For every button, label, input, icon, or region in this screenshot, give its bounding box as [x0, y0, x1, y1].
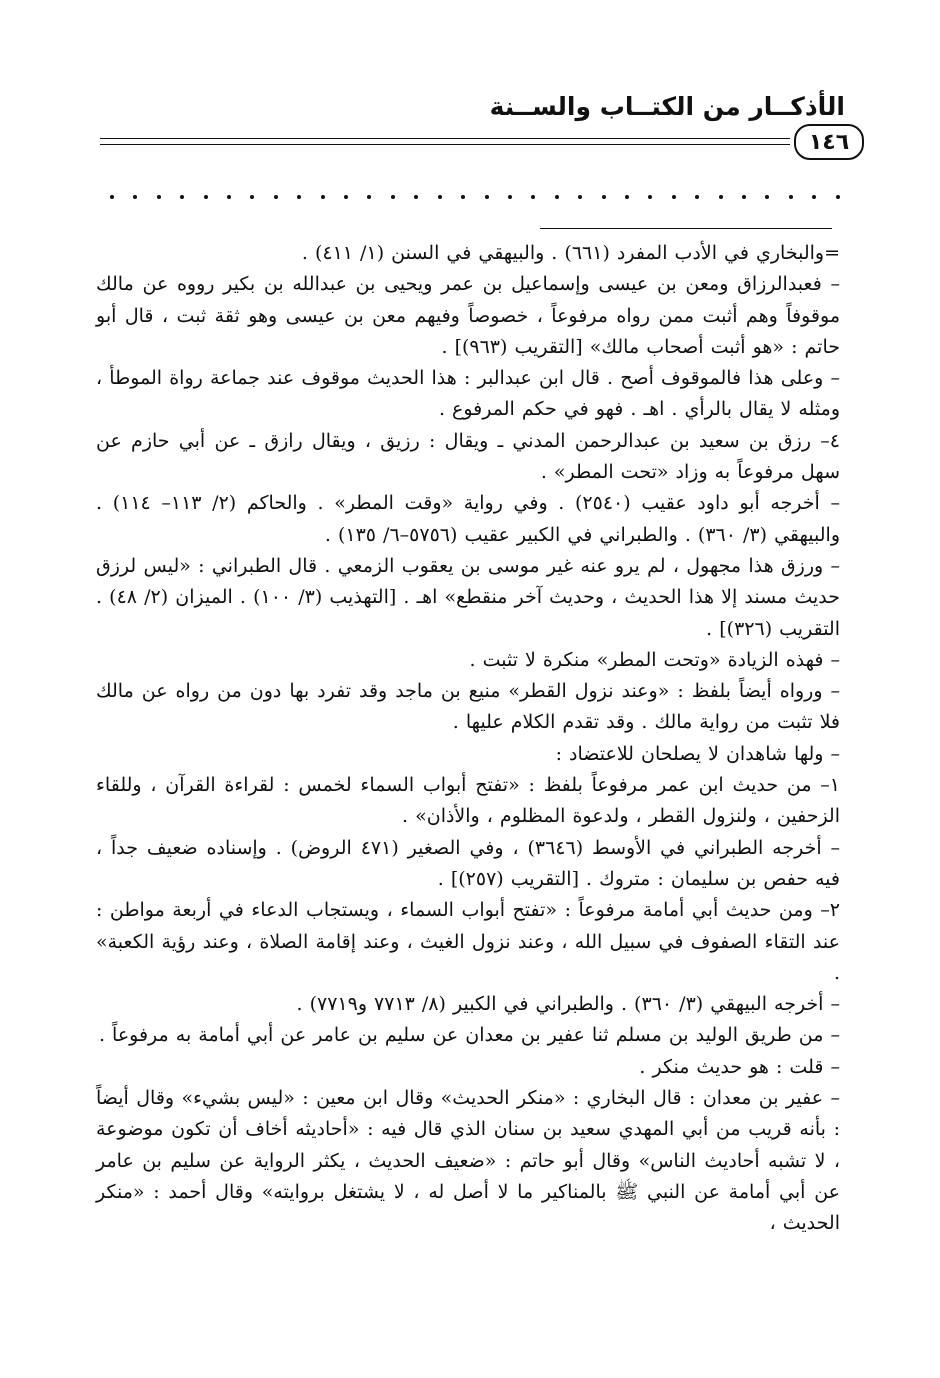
page-number: ١٤٦	[794, 124, 864, 160]
divider-dot	[250, 195, 254, 199]
divider-dot	[157, 195, 161, 199]
footnote-paragraph: – ورواه أيضاً بلفظ : «وعند نزول القطر» منيع بن ماجد وقد تفرد بها دون من رواه عن مالك فلا تثبت من رواية مالك . وقد تقدم الكلام عليها .	[96, 680, 840, 734]
footnote-paragraph: ٤– رزق بن سعيد بن عبدالرحمن المدني ـ ويقال : رزيق ، ويقال رازق ـ عن أبي حازم عن سهل مرفوعاً به وزاد «تحت المطر» .	[96, 429, 840, 484]
divider-dot	[438, 195, 442, 199]
divider-dot	[461, 195, 465, 199]
divider-dot	[485, 195, 489, 199]
divider-dot	[719, 195, 723, 199]
divider-dot	[274, 195, 278, 199]
divider-dot	[367, 195, 371, 199]
footnote-paragraph: – أخرجه الطبراني في الأوسط (٣٦٤٦) ، وفي الصغير (٤٧١ الروض) . وإسناده ضعيف جداً ، فيه حفص بن سليمان : متروك . [التقريب (٢٥٧)] .	[96, 836, 840, 890]
divider-dot	[110, 195, 114, 199]
divider-dot	[578, 195, 582, 199]
footnote-paragraph: – وعلى هذا فالموقوف أصح . قال ابن عبدالبر : هذا الحديث موقوف عند جماعة رواة الموطأ ، ومثله لا يقال بالرأي . اهـ . فهو في حكم المرفوع .	[96, 367, 840, 421]
divider-dot	[602, 195, 606, 199]
divider-dot	[672, 195, 676, 199]
divider-dot	[625, 195, 629, 199]
divider-dot	[391, 195, 395, 199]
footnote-paragraph: – عفير بن معدان : قال البخاري : «منكر الحديث» وقال ابن معين : «ليس بشيء» وقال أيضاً : بأنه قريب من أبي المهدي سعيد بن سنان الذي قال فيه : «أحاديثه أخاف أن تكون موضوعة ، لا تشبه أحاديث الناس» وقال أبو حاتم : «ضعيف الحديث ، يكثر الرواية عن سليم بن عامر عن أبي أمامة عن النبي ﷺ بالمناكير ما لا أصل له ، لا يشتغل بروايته» وقال أحمد : «منكر الحديث ،	[96, 1087, 840, 1235]
divider-dot	[648, 195, 652, 199]
divider-dot	[344, 195, 348, 199]
footnote-paragraph: – قلت : هو حديث منكر .	[639, 1055, 840, 1078]
header-rule-top	[100, 138, 790, 139]
footnotes-block	[96, 238, 840, 1240]
dotted-divider	[110, 190, 840, 204]
divider-dot	[180, 195, 184, 199]
divider-dot	[414, 195, 418, 199]
divider-dot	[789, 195, 793, 199]
footnote-paragraph: ١– من حديث ابن عمر مرفوعاً بلفظ : «تفتح أبواب السماء لخمس : لقراءة القرآن ، وللقاء الزحفين ، ولنزول القطر ، ولدعوة المظلوم ، والأذان» .	[96, 774, 840, 828]
divider-dot	[742, 195, 746, 199]
divider-dot	[204, 195, 208, 199]
footnote-paragraph: – ولها شاهدان لا يصلحان للاعتضاد :	[555, 742, 840, 765]
header-rule-bottom	[100, 144, 790, 145]
divider-dot	[812, 195, 816, 199]
footnote-paragraph: – ورزق هذا مجهول ، لم يرو عنه غير موسى بن يعقوب الزمعي . قال الطبراني : «ليس لرزق حديث مسند إلا هذا الحديث ، وحديث آخر منقطع» اهـ . [التهذيب (٣/ ١٠٠) . الميزان (٢/ ٤٨) . التقريب (٣٢٦)] .	[96, 554, 840, 640]
divider-dot	[555, 195, 559, 199]
footnote-paragraph: – فهذه الزيادة «وتحت المطر» منكرة لا تثبت .	[469, 648, 840, 671]
divider-dot	[508, 195, 512, 199]
divider-dot	[297, 195, 301, 199]
footnote-paragraph: – من طريق الوليد بن مسلم ثنا عفير بن معدان عن سليم بن عامر عن أبي أمامة به مرفوعاً .	[98, 1024, 840, 1047]
footnote-paragraph: ٢– ومن حديث أبي أمامة مرفوعاً : «تفتح أبواب السماء ، ويستجاب الدعاء في أربعة مواطن : عند التقاء الصفوف في سبيل الله ، وعند نزول الغيث ، وعند إقامة الصلاة ، وعند رؤية الكعبة» .	[96, 899, 840, 984]
divider-dot	[836, 195, 840, 199]
footnote-separator	[540, 228, 832, 229]
footnote-paragraph: – فعبدالرزاق ومعن بن عيسى وإسماعيل بن عمر ويحيى بن عبدالله بن بكير رووه عن مالك موقوفاً وهم أثبت ممن رواه مرفوعاً ، خصوصاً وفيهم معن بن عيسى وهو ثقة ثبت ، قال أبو حاتم : «هو أثبت أصحاب مالك» [التقريب (٩٦٣)] .	[96, 273, 840, 358]
running-header-title: الأذكــار من الكتــاب والســنة	[489, 92, 845, 121]
divider-dot	[531, 195, 535, 199]
divider-dot	[321, 195, 325, 199]
footnote-paragraph: – أخرجه أبو داود عقيب (٢٥٤٠) . وفي رواية «وقت المطر» . والحاكم (٢/ ١١٣– ١١٤) . والبيهقي (٣/ ٣٦٠) . والطبراني في الكبير عقيب (٥٧٥٦–٦/ ١٣٥) .	[96, 492, 840, 546]
divider-dot	[765, 195, 769, 199]
footnote-paragraph: =والبخاري في الأدب المفرد (٦٦١) . والبيهقي في السنن (١/ ٤١١) .	[301, 242, 840, 264]
footnote-paragraph: – أخرجه البيهقي (٣/ ٣٦٠) . والطبراني في الكبير (٨/ ٧٧١٣ و٧٧١٩) .	[296, 993, 840, 1016]
divider-dot	[227, 195, 231, 199]
divider-dot	[695, 195, 699, 199]
divider-dot	[133, 195, 137, 199]
